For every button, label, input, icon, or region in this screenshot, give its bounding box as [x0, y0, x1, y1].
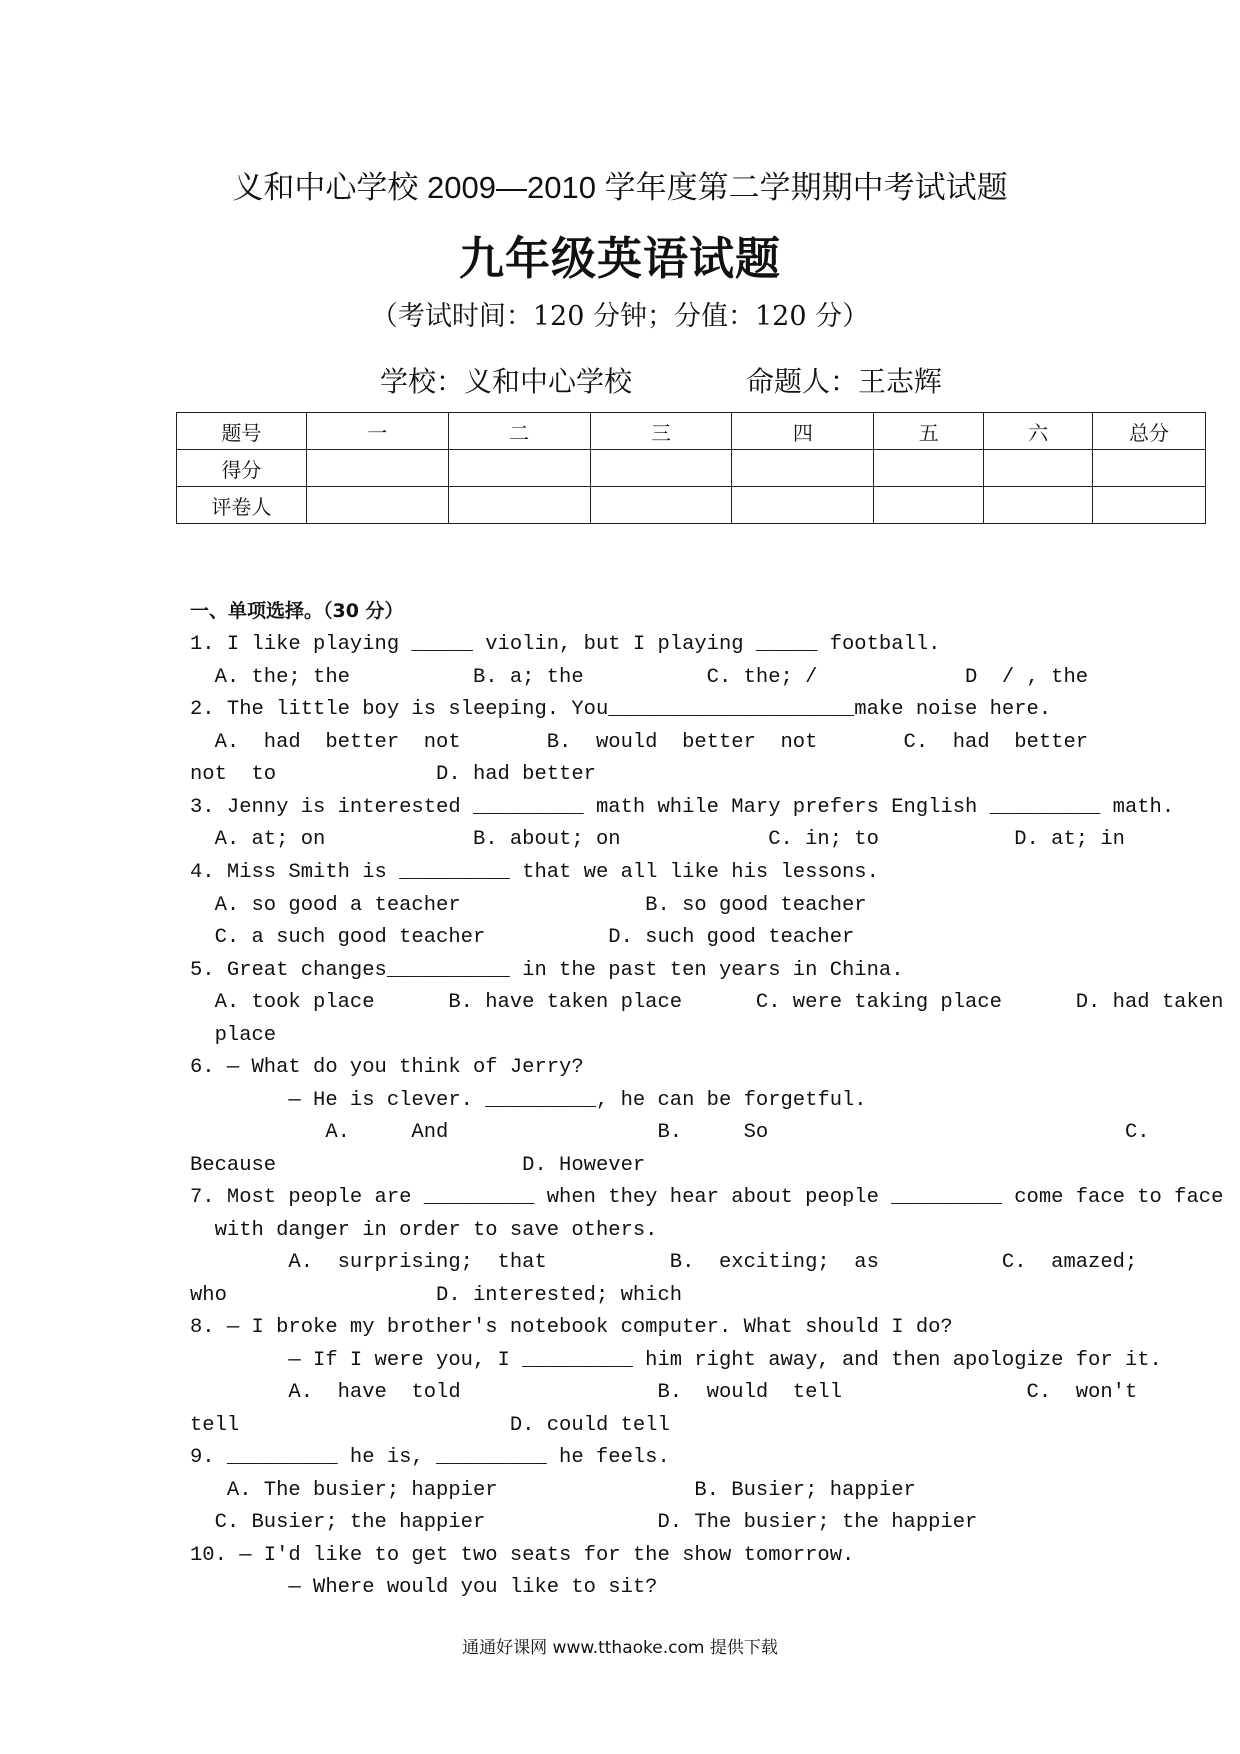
question-line: 4. Miss Smith is _________ that we all like his lessons.	[190, 861, 879, 884]
grader-cell	[306, 487, 448, 524]
score-cell	[1093, 450, 1206, 487]
option-line: place	[190, 1024, 277, 1047]
exam-info: （考试时间：120 分钟；分值：120 分）	[370, 301, 870, 332]
option-line: C. Busier; the happier D. The busier; the happier	[190, 1511, 978, 1534]
option-line: not to D. had better	[190, 763, 596, 786]
grader-row-label: 评卷人	[177, 487, 307, 524]
question-line: 7. Most people are _________ when they hear about people _________ come face to face	[190, 1186, 1224, 1209]
score-cell	[874, 450, 984, 487]
grader-cell	[1093, 487, 1206, 524]
question-line: 3. Jenny is interested _________ math while Mary prefers English _________ math.	[190, 796, 1175, 819]
score-table-header: 四	[732, 413, 874, 450]
question-line: 8. — I broke my brother's notebook computer. What should I do?	[190, 1316, 953, 1339]
grader-table-row	[177, 487, 1206, 524]
option-line: A. at; on B. about; on C. in; to D. at; in	[190, 828, 1125, 851]
score-cell	[306, 450, 448, 487]
option-line: A. surprising; that B. exciting; as C. amazed;	[190, 1251, 1138, 1274]
option-line: Because D. However	[190, 1154, 646, 1177]
option-line: A. And B. So C.	[190, 1121, 1150, 1144]
score-table-header: 总分	[1093, 413, 1206, 450]
section-title: 一、单项选择。（30 分）	[190, 600, 404, 622]
question-line: — He is clever. _________, he can be forgetful.	[190, 1089, 867, 1112]
option-line: tell D. could tell	[190, 1414, 670, 1437]
score-table	[176, 412, 1206, 524]
exam-header-title: 义和中心学校 2009—2010 学年度第二学期期中考试试题	[232, 170, 1008, 205]
question-line: 9. _________ he is, _________ he feels.	[190, 1446, 670, 1469]
question-line: 2. The little boy is sleeping. You____________________make noise here.	[190, 698, 1052, 721]
score-table-header: 三	[590, 413, 732, 450]
score-table-header: 二	[448, 413, 590, 450]
exam-subject-title: 九年级英语试题	[458, 232, 781, 285]
option-line: A. The busier; happier B. Busier; happier	[190, 1479, 916, 1502]
page-footer: 通通好课网 www.tthaoke.com 提供下载	[462, 1638, 778, 1658]
score-table-header: 五	[874, 413, 984, 450]
score-cell	[984, 450, 1093, 487]
score-table-header-row	[177, 413, 1206, 450]
grader-cell	[984, 487, 1093, 524]
option-line: A. took place B. have taken place C. were taking place D. had taken	[190, 991, 1224, 1014]
grader-cell	[448, 487, 590, 524]
score-cell	[732, 450, 874, 487]
option-line: A. had better not B. would better not C. had better	[190, 731, 1089, 754]
exam-author: 命题人：王志辉	[746, 365, 943, 398]
option-line: A. so good a teacher B. so good teacher	[190, 894, 867, 917]
school-name: 学校：义和中心学校	[380, 365, 633, 398]
grader-cell	[590, 487, 732, 524]
question-line: 5. Great changes__________ in the past ten years in China.	[190, 959, 904, 982]
score-table-header: 一	[306, 413, 448, 450]
question-line: 10. — I'd like to get two seats for the show tomorrow.	[190, 1544, 855, 1567]
option-line: C. a such good teacher D. such good teacher	[190, 926, 855, 949]
score-table-header: 题号	[177, 413, 307, 450]
score-cell	[590, 450, 732, 487]
question-line: — Where would you like to sit?	[190, 1576, 658, 1599]
score-cell	[448, 450, 590, 487]
score-table-row	[177, 450, 1206, 487]
question-line: with danger in order to save others.	[190, 1219, 658, 1242]
question-line: 1. I like playing _____ violin, but I playing _____ football.	[190, 633, 941, 656]
score-row-label: 得分	[177, 450, 307, 487]
option-line: who D. interested; which	[190, 1284, 683, 1307]
option-line: A. the; the B. a; the C. the; / D / , the	[190, 666, 1089, 689]
score-table-header: 六	[984, 413, 1093, 450]
question-line: — If I were you, I _________ him right away, and then apologize for it.	[190, 1349, 1162, 1372]
question-line: 6. — What do you think of Jerry?	[190, 1056, 584, 1079]
option-line: A. have told B. would tell C. won't	[190, 1381, 1138, 1404]
grader-cell	[732, 487, 874, 524]
grader-cell	[874, 487, 984, 524]
